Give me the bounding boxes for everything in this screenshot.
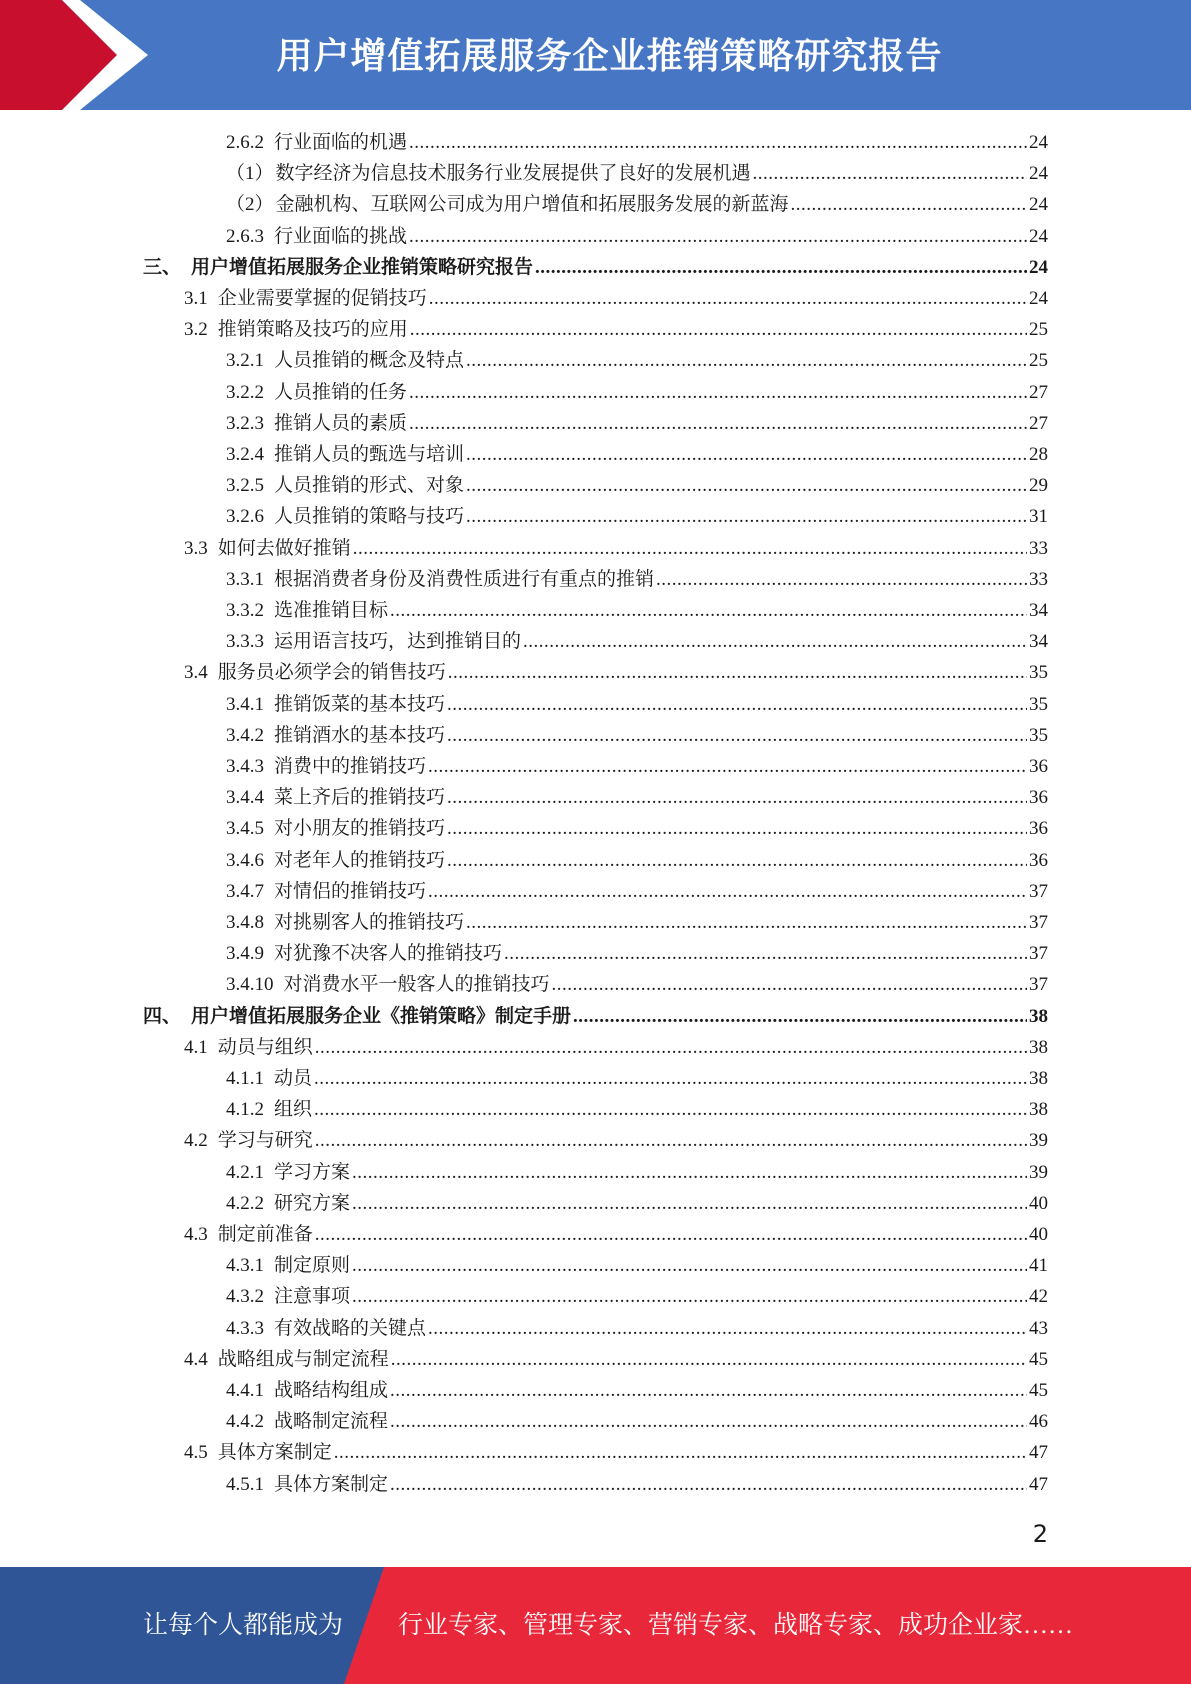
toc-entry-number: 3.2.1 (226, 350, 264, 372)
toc-entry-page: 45 (1029, 1348, 1048, 1370)
toc-entry-number: 3.4.4 (226, 787, 264, 809)
toc-entry[interactable] (226, 1157, 1048, 1188)
toc-dot-leader (791, 189, 1027, 220)
toc-entry[interactable] (226, 969, 1048, 1000)
toc-entry-page: 38 (1029, 1099, 1048, 1121)
toc-entry-page: 37 (1029, 912, 1048, 933)
toc-entry-number: 3.4.1 (226, 693, 264, 715)
toc-dot-leader (428, 1313, 1027, 1344)
toc-entry-number: 3.3.2 (226, 600, 264, 621)
toc-dot-leader (753, 158, 1027, 189)
toc-entry[interactable] (184, 1125, 1048, 1156)
toc-entry-number: 4.4.2 (226, 1411, 264, 1433)
toc-entry-title: 人员推销的任务 (274, 381, 408, 403)
toc-entry-number: （2） (226, 194, 274, 216)
toc-entry-page: 24 (1029, 225, 1048, 247)
toc-entry-page: 29 (1029, 475, 1048, 497)
toc-entry-title: 对小朋友的推销技巧 (274, 818, 446, 840)
toc-dot-leader (656, 564, 1027, 595)
toc-entry-number: 3.4.8 (226, 912, 264, 933)
toc-entry-page: 47 (1029, 1473, 1048, 1495)
toc-dot-leader (410, 314, 1027, 345)
toc-dot-leader (409, 221, 1027, 252)
toc-entry[interactable] (226, 439, 1048, 470)
toc-dot-leader (409, 127, 1027, 158)
toc-entry[interactable] (184, 283, 1048, 314)
toc-entry-page: 36 (1029, 849, 1048, 871)
toc-dot-leader (552, 969, 1027, 1000)
toc-entry[interactable] (226, 501, 1048, 532)
toc-entry-number: 4.3 (184, 1224, 208, 1245)
toc-entry-number: 四、 (143, 1005, 182, 1027)
toc-dot-leader (428, 751, 1027, 782)
toc-entry[interactable] (184, 1344, 1048, 1375)
toc-entry-page: 31 (1029, 506, 1048, 528)
toc-entry-number: 3.3.3 (226, 631, 264, 653)
toc-entry-page: 38 (1029, 1036, 1048, 1058)
toc-entry[interactable] (226, 751, 1048, 782)
toc-entry-title: 对挑剔客人的推销技巧 (274, 912, 465, 933)
toc-entry[interactable] (226, 782, 1048, 813)
toc-entry-title: 数字经济为信息技术服务行业发展提供了良好的发展机遇 (275, 163, 751, 185)
toc-entry-number: （1） (226, 163, 274, 185)
toc-entry-number: 3.4 (184, 662, 208, 684)
toc-entry[interactable] (226, 564, 1048, 595)
toc-entry-number: 4.2.2 (226, 1192, 264, 1214)
toc-entry-title: 战略结构组成 (274, 1380, 389, 1401)
toc-dot-leader (448, 657, 1027, 688)
toc-entry[interactable] (226, 470, 1048, 501)
toc-entry-title: 研究方案 (274, 1192, 351, 1214)
toc-entry-title: 行业面临的挑战 (274, 225, 408, 247)
toc-entry[interactable] (143, 1001, 1048, 1032)
toc-entry-title: 运用语言技巧，达到推销目的 (274, 631, 522, 653)
toc-entry-page: 37 (1029, 880, 1048, 902)
toc-entry-title: 制定原则 (274, 1255, 351, 1277)
toc-entry[interactable] (226, 907, 1048, 938)
toc-dot-leader (409, 377, 1027, 408)
toc-dot-leader (523, 626, 1027, 657)
toc-entry[interactable] (226, 189, 1048, 220)
toc-entry-title: 学习方案 (274, 1161, 351, 1183)
toc-dot-leader (409, 408, 1027, 439)
toc-dot-leader (447, 813, 1027, 844)
toc-entry[interactable] (226, 377, 1048, 408)
toc-entry-title: 对消费水平一般客人的推销技巧 (283, 974, 550, 996)
toc-entry-title: 组织 (274, 1099, 313, 1121)
toc-entry-number: 3.4.2 (226, 724, 264, 746)
toc-entry-number: 3.2.3 (226, 412, 264, 434)
toc-entry[interactable] (226, 1281, 1048, 1312)
toc-entry[interactable] (226, 876, 1048, 907)
toc-entry-number: 4.4 (184, 1348, 208, 1370)
toc-entry-number: 3.4.7 (226, 880, 264, 902)
toc-entry[interactable] (226, 1063, 1048, 1094)
toc-dot-leader (334, 1437, 1027, 1468)
toc-entry[interactable] (184, 314, 1048, 345)
toc-entry-title: 用户增值拓展服务企业推销策略研究报告 (191, 256, 534, 278)
toc-entry-page: 37 (1029, 943, 1048, 965)
toc-entry-title: 菜上齐后的推销技巧 (274, 787, 446, 809)
toc-dot-leader (428, 876, 1027, 907)
toc-entry-page: 36 (1029, 818, 1048, 840)
toc-entry-number: 3.3.1 (226, 568, 264, 590)
toc-entry-title: 企业需要掌握的促销技巧 (217, 288, 427, 309)
toc-entry-number: 4.5 (184, 1442, 208, 1464)
toc-entry-number: 4.3.3 (226, 1317, 264, 1339)
toc-entry-number: 4.2 (184, 1130, 208, 1152)
toc-dot-leader (466, 907, 1027, 938)
toc-dot-leader (447, 782, 1027, 813)
toc-entry-page: 33 (1029, 568, 1048, 590)
toc-entry-number: 3.3 (184, 537, 208, 559)
toc-entry[interactable] (226, 626, 1048, 657)
toc-entry-title: 行业面临的机遇 (274, 132, 408, 153)
toc-entry-page: 35 (1029, 693, 1048, 715)
toc-dot-leader (390, 1406, 1027, 1437)
toc-entry[interactable] (226, 1406, 1048, 1437)
toc-entry-page: 42 (1029, 1286, 1048, 1308)
toc-entry-page: 35 (1029, 662, 1048, 684)
toc-entry-number: 3.2.6 (226, 506, 264, 528)
toc-entry-page: 27 (1029, 412, 1048, 434)
toc-entry-page: 25 (1029, 350, 1048, 372)
toc-entry-number: 4.1 (184, 1036, 208, 1058)
toc-dot-leader (390, 1469, 1027, 1500)
toc-entry-page: 47 (1029, 1442, 1048, 1464)
toc-entry-number: 2.6.3 (226, 225, 264, 247)
toc-entry-number: 3.4.3 (226, 756, 264, 777)
toc-dot-leader (352, 1281, 1027, 1312)
toc-entry-page: 24 (1029, 132, 1048, 153)
toc-entry-page: 24 (1029, 256, 1048, 278)
toc-entry-number: 3.4.9 (226, 943, 264, 965)
page-header (0, 0, 1191, 110)
toc-entry-page: 35 (1029, 724, 1048, 746)
toc-entry-page: 25 (1029, 319, 1048, 341)
toc-entry-page: 38 (1029, 1068, 1048, 1089)
toc-entry[interactable] (226, 845, 1048, 876)
toc-entry-page: 38 (1029, 1005, 1048, 1027)
toc-entry[interactable] (226, 595, 1048, 626)
toc-entry-number: 三、 (143, 256, 182, 278)
header-title: 用户增值拓展服务企业推销策略研究报告 (276, 36, 943, 77)
toc-dot-leader (466, 345, 1027, 376)
toc-entry-page: 27 (1029, 381, 1048, 403)
toc-entry-title: 推销策略及技巧的应用 (217, 319, 408, 341)
toc-entry-title: 推销酒水的基本技巧 (274, 724, 446, 746)
toc-entry-number: 4.2.1 (226, 1161, 264, 1183)
toc-entry-title: 如何去做好推销 (217, 537, 351, 559)
toc-dot-leader (447, 845, 1027, 876)
toc-entry[interactable] (226, 221, 1048, 252)
toc-entry-title: 推销饭菜的基本技巧 (274, 693, 446, 715)
toc-dot-leader (352, 1157, 1027, 1188)
toc-entry-number: 3.4.6 (226, 849, 264, 871)
toc-entry-page: 39 (1029, 1161, 1048, 1183)
toc-dot-leader (504, 938, 1027, 969)
toc-dot-leader (447, 720, 1027, 751)
toc-entry-number: 4.1.1 (226, 1068, 264, 1089)
toc-entry[interactable] (226, 127, 1048, 158)
toc-entry-number: 3.2.5 (226, 475, 264, 497)
toc-entry-number: 3.2 (184, 319, 208, 341)
toc-entry-page: 40 (1029, 1224, 1048, 1245)
toc-entry[interactable] (226, 1375, 1048, 1406)
toc-entry[interactable] (226, 158, 1048, 189)
toc-entry[interactable] (226, 938, 1048, 969)
toc-entry-title: 消费中的推销技巧 (274, 756, 427, 777)
toc-entry-title: 动员 (274, 1068, 313, 1089)
toc-entry-title: 根据消费者身份及消费性质进行有重点的推销 (274, 568, 655, 590)
toc-dot-leader (315, 1125, 1027, 1156)
toc-dot-leader (573, 1001, 1027, 1032)
toc-entry-title: 战略制定流程 (274, 1411, 389, 1433)
toc-dot-leader (314, 1063, 1027, 1094)
toc-entry-number: 4.3.1 (226, 1255, 264, 1277)
toc-entry-number: 3.4.5 (226, 818, 264, 840)
toc-entry-page: 37 (1029, 974, 1048, 996)
toc-entry[interactable] (226, 1188, 1048, 1219)
toc-entry[interactable] (184, 1219, 1048, 1250)
toc-dot-leader (447, 689, 1027, 720)
toc-entry[interactable] (184, 1032, 1048, 1063)
toc-dot-leader (390, 1375, 1027, 1406)
toc-entry-page: 36 (1029, 787, 1048, 809)
toc-entry-page: 24 (1029, 288, 1048, 309)
toc-entry-number: 4.5.1 (226, 1473, 264, 1495)
toc-dot-leader (466, 470, 1027, 501)
toc-entry-number: 2.6.2 (226, 132, 264, 153)
toc-entry-title: 对犹豫不决客人的推销技巧 (274, 943, 503, 965)
toc-entry-title: 注意事项 (274, 1286, 351, 1308)
toc-entry-page: 34 (1029, 631, 1048, 653)
toc-entry-title: 动员与组织 (217, 1036, 313, 1058)
toc-entry-number: 4.3.2 (226, 1286, 264, 1308)
toc-entry-title: 金融机构、互联网公司成为用户增值和拓展服务发展的新蓝海 (275, 194, 789, 216)
toc-entry-page: 33 (1029, 537, 1048, 559)
toc-entry[interactable] (226, 720, 1048, 751)
toc-entry[interactable] (226, 408, 1048, 439)
toc-entry-page: 39 (1029, 1130, 1048, 1152)
toc-entry-title: 人员推销的概念及特点 (274, 350, 465, 372)
toc-entry-title: 服务员必须学会的销售技巧 (217, 662, 446, 684)
toc-entry-title: 对情侣的推销技巧 (274, 880, 427, 902)
toc-entry-page: 36 (1029, 756, 1048, 777)
toc-entry[interactable] (184, 533, 1048, 564)
toc-dot-leader (535, 252, 1027, 283)
toc-dot-leader (429, 283, 1027, 314)
toc-dot-leader (352, 1188, 1027, 1219)
toc-entry-title: 制定前准备 (217, 1224, 313, 1245)
toc-entry[interactable] (143, 252, 1048, 283)
toc-entry-title: 人员推销的策略与技巧 (274, 506, 465, 528)
toc-entry-number: 3.4.10 (226, 974, 274, 996)
toc-entry[interactable] (226, 1469, 1048, 1500)
toc-entry[interactable] (226, 1094, 1048, 1125)
toc-entry-title: 学习与研究 (217, 1130, 313, 1152)
toc-entry-title: 推销人员的甄选与培训 (274, 444, 465, 465)
toc-entry-page: 34 (1029, 600, 1048, 621)
page-number: 2 (1032, 1520, 1048, 1548)
toc-entry-title: 具体方案制定 (217, 1442, 332, 1464)
toc-entry-title: 战略组成与制定流程 (217, 1348, 389, 1370)
toc-entry-number: 4.1.2 (226, 1099, 264, 1121)
toc-entry[interactable] (226, 689, 1048, 720)
toc-dot-leader (466, 439, 1027, 470)
toc-entry-page: 46 (1029, 1411, 1048, 1433)
toc-entry-page: 40 (1029, 1192, 1048, 1214)
toc-entry-title: 有效战略的关键点 (274, 1317, 427, 1339)
toc-entry-page: 24 (1029, 194, 1048, 216)
footer-slogan-left: 让每个人都能成为 (143, 1612, 344, 1639)
toc-entry-page: 28 (1029, 444, 1048, 465)
toc-dot-leader (390, 595, 1027, 626)
toc-dot-leader (314, 1094, 1027, 1125)
toc-entry[interactable] (226, 345, 1048, 376)
toc-entry-title: 用户增值拓展服务企业《推销策略》制定手册 (191, 1005, 572, 1027)
toc-entry-title: 人员推销的形式、对象 (274, 475, 465, 497)
toc-dot-leader (315, 1219, 1027, 1250)
toc-entry-page: 41 (1029, 1255, 1048, 1277)
toc-entry-page: 43 (1029, 1317, 1048, 1339)
toc-entry-number: 3.1 (184, 288, 208, 309)
toc-dot-leader (352, 1250, 1027, 1281)
toc-entry[interactable] (184, 1437, 1048, 1468)
toc-entry-page: 24 (1029, 163, 1048, 185)
toc-dot-leader (466, 501, 1027, 532)
toc-entry-title: 选准推销目标 (274, 600, 389, 621)
footer-slogan-right: 行业专家、管理专家、营销专家、战略专家、成功企业家…… (398, 1612, 1074, 1639)
toc-entry-number: 3.2.4 (226, 444, 264, 465)
toc-entry-number: 4.4.1 (226, 1380, 264, 1401)
toc-dot-leader (353, 533, 1027, 564)
toc-entry[interactable] (226, 1313, 1048, 1344)
toc-entry-title: 对老年人的推销技巧 (274, 849, 446, 871)
toc-entry[interactable] (184, 657, 1048, 688)
toc-entry-number: 3.2.2 (226, 381, 264, 403)
toc-entry-page: 45 (1029, 1380, 1048, 1401)
toc-dot-leader (315, 1032, 1027, 1063)
toc-dot-leader (391, 1344, 1027, 1375)
toc-entry[interactable] (226, 813, 1048, 844)
toc-entry-title: 具体方案制定 (274, 1473, 389, 1495)
toc-entry[interactable] (226, 1250, 1048, 1281)
toc-entry-title: 推销人员的素质 (274, 412, 408, 434)
page-footer (0, 1567, 1191, 1684)
